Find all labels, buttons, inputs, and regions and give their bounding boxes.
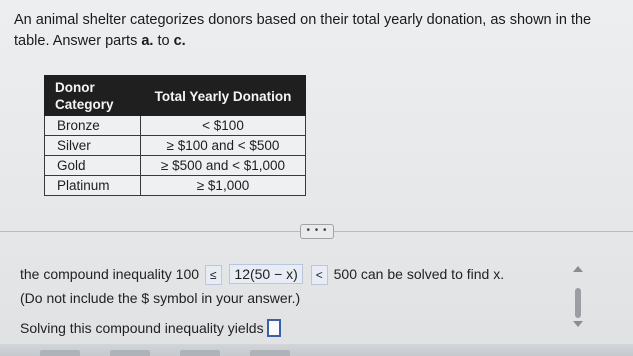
row-category: Silver	[45, 136, 141, 156]
table-row	[45, 176, 306, 196]
answer-prompt: Solving this compound inequality yields	[20, 320, 264, 336]
scrollbar-thumb[interactable]	[575, 288, 581, 318]
row-category: Gold	[45, 156, 141, 176]
donor-table	[44, 75, 306, 196]
toolbar-tab[interactable]	[110, 350, 150, 356]
question-line: the compound inequality 100 ≤ 12(50 − x) < 500 can be solved to find x.	[20, 264, 504, 285]
row-donation: ≥ $100 and < $500	[141, 136, 306, 156]
scroll-down-icon[interactable]	[573, 321, 583, 327]
inequality-right-value: 500	[333, 266, 357, 282]
bottom-toolbar	[0, 344, 633, 356]
table-header-row	[45, 76, 306, 116]
table-row	[45, 136, 306, 156]
header-total-donation: Total Yearly Donation	[141, 76, 306, 116]
instruction-note: (Do not include the $ symbol in your answer.)	[20, 290, 301, 306]
expand-more-button[interactable]: • • •	[300, 224, 334, 239]
answer-line	[20, 318, 281, 338]
inequality-expression: 12(50 − x)	[229, 264, 302, 284]
header-donor-category: Donor Category	[45, 76, 141, 116]
row-category: Platinum	[45, 176, 141, 196]
scroll-up-icon[interactable]	[573, 266, 583, 272]
part-a-label: a.	[141, 33, 154, 49]
row-donation: ≥ $500 and < $1,000	[141, 156, 306, 176]
toolbar-tab[interactable]	[250, 350, 290, 356]
row-donation: ≥ $1,000	[141, 176, 306, 196]
inequality-left-value: 100	[175, 266, 200, 282]
row-category: Bronze	[45, 116, 141, 136]
problem-prompt: An animal shelter categorizes donors based on their total yearly donation, as shown in the table. Answer parts a. to c.	[14, 12, 592, 49]
inequality-symbol-2: <	[311, 265, 328, 285]
table-row	[45, 116, 306, 136]
toolbar-tab[interactable]	[40, 350, 80, 356]
part-c-label: c.	[173, 33, 186, 49]
row-donation: < $100	[141, 116, 306, 136]
inequality-symbol-1: ≤	[205, 265, 222, 285]
table-row	[45, 156, 306, 176]
toolbar-tab[interactable]	[180, 350, 220, 356]
answer-input[interactable]	[267, 319, 281, 337]
